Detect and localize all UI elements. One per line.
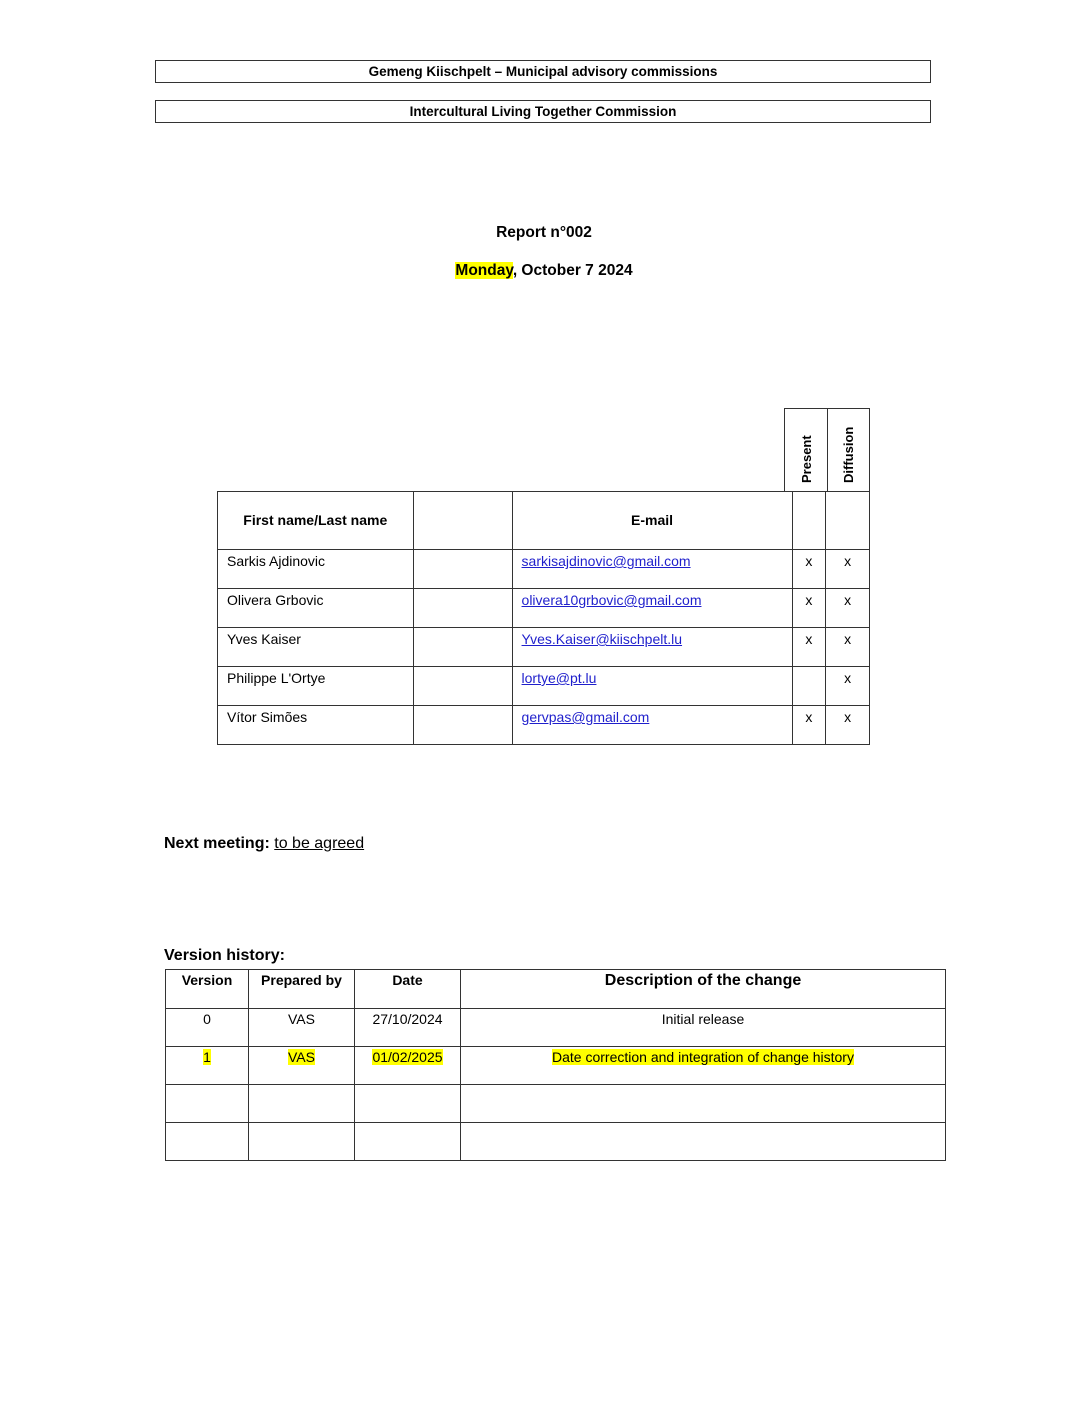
column-header-version: Version (166, 970, 249, 1009)
version-prepared-by (249, 1085, 355, 1123)
present-mark: x (792, 706, 826, 745)
column-header-prepared-by: Prepared by (249, 970, 355, 1009)
version-header-row (166, 970, 946, 1009)
diffusion-mark: x (826, 550, 870, 589)
present-header-cell (785, 409, 828, 491)
member-email-link[interactable]: olivera10grbovic@gmail.com (521, 592, 702, 608)
member-name: Philippe L'Ortye (218, 667, 414, 706)
next-meeting (164, 835, 364, 853)
member-email-link[interactable]: sarkisajdinovic@gmail.com (521, 553, 691, 569)
version-number: 0 (166, 1009, 249, 1047)
report-number: Report n°002 (496, 224, 592, 241)
version-history-title: Version history: (164, 947, 285, 964)
report-date-day: Monday (455, 262, 513, 279)
member-extra (413, 667, 512, 706)
commission-title-box (155, 100, 931, 123)
present-mark (792, 667, 826, 706)
version-history-table (165, 969, 946, 1161)
version-description (461, 1123, 946, 1161)
version-date (355, 1123, 461, 1161)
member-extra (413, 589, 512, 628)
version-description: Date correction and integration of change history (552, 1049, 854, 1065)
commission-title: Intercultural Living Together Commission (409, 104, 677, 119)
report-date-rest: , October 7 2024 (512, 262, 633, 279)
member-extra (413, 706, 512, 745)
member-email-link[interactable]: lortye@pt.lu (521, 670, 597, 686)
version-prepared-by: VAS (288, 1049, 315, 1065)
diffusion-header-cell (828, 409, 870, 491)
member-name: Vítor Simões (218, 706, 414, 745)
version-date (355, 1085, 461, 1123)
member-extra (413, 628, 512, 667)
version-number: 1 (203, 1049, 211, 1065)
table-row (166, 1085, 946, 1123)
table-row (218, 550, 870, 589)
column-header-blank (413, 492, 512, 550)
version-prepared-by: VAS (249, 1009, 355, 1047)
version-number (166, 1123, 249, 1161)
diffusion-mark: x (826, 667, 870, 706)
member-name: Sarkis Ajdinovic (218, 550, 414, 589)
column-header-email: E-mail (512, 492, 792, 550)
report-date (0, 262, 1088, 280)
column-header-date: Date (355, 970, 461, 1009)
table-row (218, 589, 870, 628)
column-header-present (792, 492, 826, 550)
diffusion-mark: x (826, 589, 870, 628)
column-header-name: First name/Last name (218, 492, 414, 550)
member-extra (413, 550, 512, 589)
version-date: 27/10/2024 (355, 1009, 461, 1047)
next-meeting-value: to be agreed (274, 835, 365, 852)
table-row (218, 667, 870, 706)
member-email-link[interactable]: gervpas@gmail.com (521, 709, 650, 725)
version-date: 01/02/2025 (372, 1049, 443, 1065)
diffusion-mark: x (826, 706, 870, 745)
organization-title-box (155, 60, 931, 83)
table-row (218, 706, 870, 745)
table-row (166, 1123, 946, 1161)
diffusion-header: Diffusion (841, 426, 857, 483)
member-name: Yves Kaiser (218, 628, 414, 667)
table-row (218, 628, 870, 667)
organization-title: Gemeng Kiischpelt – Municipal advisory commissions (368, 64, 718, 79)
present-mark: x (792, 628, 826, 667)
table-row (166, 1047, 946, 1085)
member-email-link[interactable]: Yves.Kaiser@kiischpelt.lu (521, 631, 683, 647)
version-description (461, 1085, 946, 1123)
version-description: Initial release (461, 1009, 946, 1047)
attendance-header-row (218, 492, 870, 550)
diffusion-mark: x (826, 628, 870, 667)
member-name: Olivera Grbovic (218, 589, 414, 628)
attendance-table (217, 491, 870, 745)
present-mark: x (792, 550, 826, 589)
present-mark: x (792, 589, 826, 628)
next-meeting-label: Next meeting: (164, 835, 270, 852)
version-number (166, 1085, 249, 1123)
version-prepared-by (249, 1123, 355, 1161)
attendance-rotated-header (784, 408, 870, 491)
column-header-diffusion (826, 492, 870, 550)
column-header-description: Description of the change (461, 970, 946, 1009)
table-row (166, 1009, 946, 1047)
present-header: Present (798, 435, 814, 483)
